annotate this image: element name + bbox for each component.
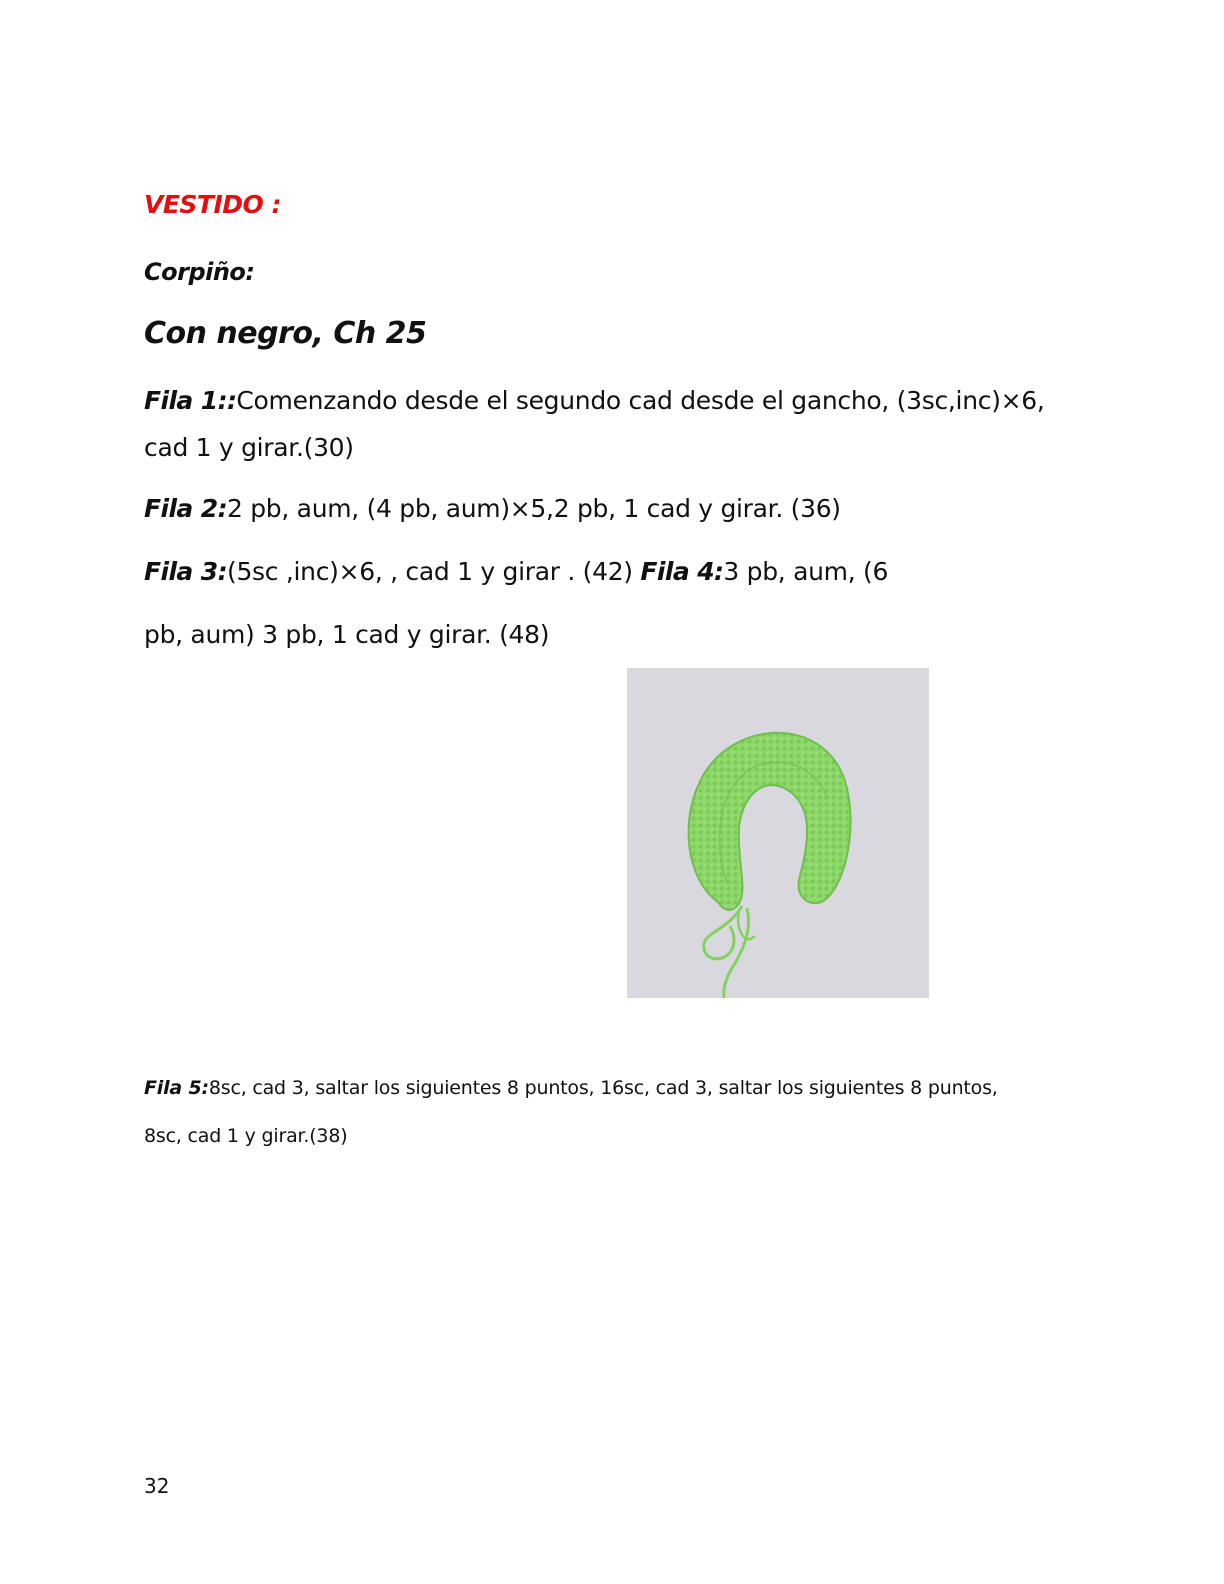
row-label: Fila 4: bbox=[640, 557, 724, 586]
row-3-4 bbox=[144, 557, 888, 586]
row-text: (5sc ,inc)×6, , cad 1 y girar . (42) bbox=[226, 557, 641, 586]
page-number: 32 bbox=[144, 1474, 170, 1498]
intro-line: Con negro, Ch 25 bbox=[144, 316, 427, 351]
row-label: Fila 5: bbox=[144, 1077, 209, 1099]
row-text: 8sc, cad 3, saltar los siguientes 8 puntos, 16sc, cad 3, saltar los siguientes 8 puntos, bbox=[208, 1077, 998, 1099]
crochet-collar-illustration bbox=[627, 668, 929, 998]
row-label: Fila 1:: bbox=[144, 386, 237, 415]
row-2 bbox=[144, 494, 841, 523]
row-4-continuation: pb, aum) 3 pb, 1 cad y girar. (48) bbox=[144, 620, 550, 649]
row-text: 3 pb, aum, (6 bbox=[723, 557, 889, 586]
row-1 bbox=[144, 386, 1045, 415]
row-5 bbox=[144, 1077, 998, 1099]
row-5-continuation: 8sc, cad 1 y girar.(38) bbox=[144, 1125, 348, 1147]
row-text: 2 pb, aum, (4 pb, aum)×5,2 pb, 1 cad y girar. (36) bbox=[226, 494, 841, 523]
crochet-collar-photo bbox=[627, 668, 929, 998]
subtitle: Corpiño: bbox=[144, 258, 255, 286]
row-label: Fila 2: bbox=[144, 494, 227, 523]
row-text: Comenzando desde el segundo cad desde el gancho, (3sc,inc)×6, bbox=[236, 386, 1045, 415]
row-label: Fila 3: bbox=[144, 557, 227, 586]
row-1-continuation: cad 1 y girar.(30) bbox=[144, 433, 354, 462]
section-title: VESTIDO : bbox=[144, 190, 281, 219]
